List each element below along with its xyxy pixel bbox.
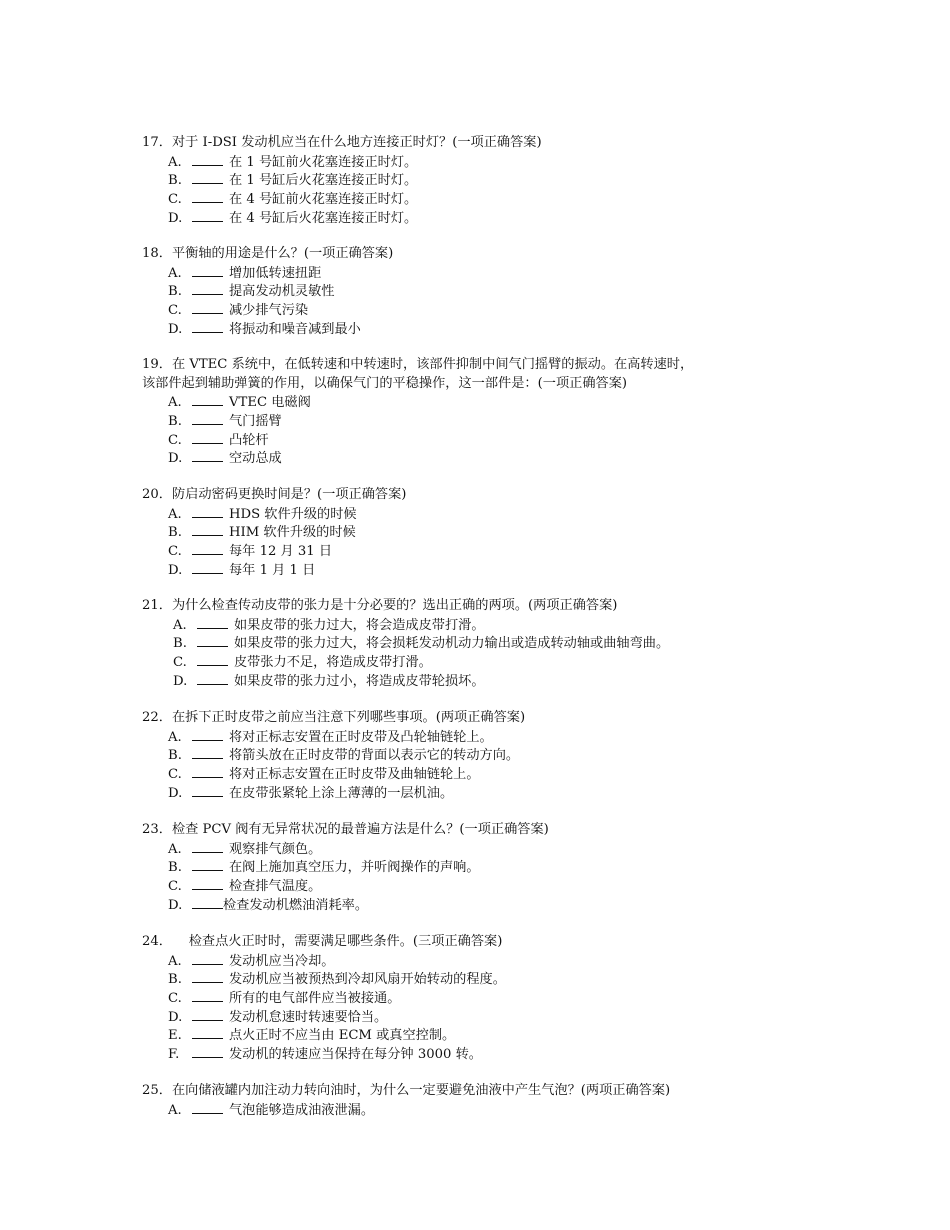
option-letter: C.	[168, 192, 182, 208]
option-letter: A.	[168, 729, 182, 745]
question-stem: 17．对于 I-DSI 发动机应当在什么地方连接正时灯？(一项正确答案)	[142, 135, 542, 150]
option-text: 将对正标志安置在正时皮带及凸轮轴链轮上。	[229, 729, 493, 745]
option-letter: A.	[168, 953, 182, 969]
answer-blank[interactable]	[192, 952, 223, 965]
option-text: 在 4 号缸后火花塞连接正时灯。	[229, 210, 418, 226]
option-b	[168, 746, 822, 765]
option-letter: D.	[168, 785, 183, 801]
question-23	[142, 821, 822, 914]
option-a	[168, 1101, 822, 1120]
option-a	[168, 153, 822, 172]
option-text: 在 1 号缸后火花塞连接正时灯。	[229, 173, 418, 189]
answer-blank[interactable]	[192, 840, 223, 853]
option-text: 将对正标志安置在正时皮带及曲轴链轮上。	[229, 767, 480, 783]
option-text: 点火正时不应当由 ECM 或真空控制。	[229, 1028, 456, 1044]
option-text: 在 1 号缸前火花塞连接正时灯。	[229, 154, 418, 170]
answer-blank[interactable]	[192, 1026, 223, 1039]
option-a	[168, 505, 822, 524]
option-letter: F.	[168, 1047, 180, 1063]
option-f	[168, 1045, 822, 1064]
option-letter: D.	[168, 321, 183, 337]
option-d	[168, 896, 822, 915]
answer-blank[interactable]	[192, 1045, 223, 1058]
answer-blank[interactable]	[192, 561, 223, 574]
option-text: 观察排气颜色。	[229, 841, 322, 857]
question-stem: 24． 检查点火正时时，需要满足哪些条件。(三项正确答案)	[142, 934, 503, 949]
option-d	[173, 672, 822, 691]
option-text: 所有的电气部件应当被接通。	[229, 991, 401, 1007]
option-a	[168, 264, 822, 283]
answer-blank[interactable]	[192, 171, 223, 184]
option-c	[168, 431, 822, 450]
option-letter: D.	[168, 210, 183, 226]
answer-blank[interactable]	[197, 672, 228, 685]
question-stem: 22．在拆下正时皮带之前应当注意下列哪些事项。(两项正确答案)	[142, 710, 526, 725]
option-letter: D.	[168, 897, 183, 913]
option-letter: C.	[173, 655, 187, 671]
option-letter: A.	[168, 395, 182, 411]
option-c	[168, 542, 822, 561]
option-text: 检查排气温度。	[229, 879, 322, 895]
answer-blank[interactable]	[192, 1008, 223, 1021]
option-b	[168, 523, 822, 542]
option-text: 在 4 号缸前火花塞连接正时灯。	[229, 192, 418, 208]
option-letter: A.	[168, 841, 182, 857]
option-letter: B.	[168, 525, 182, 541]
answer-blank[interactable]	[192, 393, 223, 406]
answer-blank[interactable]	[192, 877, 223, 890]
question-20	[142, 486, 822, 579]
option-text: 气泡能够造成油液泄漏。	[229, 1102, 375, 1118]
question-stem: 23．检查 PCV 阀有无异常状况的最普遍方法是什么？(一项正确答案)	[142, 822, 549, 837]
option-letter: C.	[168, 544, 182, 560]
option-letter: A.	[168, 506, 182, 522]
answer-blank[interactable]	[192, 728, 223, 741]
option-text: 皮带张力不足，将造成皮带打滑。	[234, 655, 432, 671]
option-letter: A.	[168, 1102, 182, 1118]
option-letter: B.	[168, 860, 182, 876]
option-d	[168, 209, 822, 228]
option-letter: C.	[168, 767, 182, 783]
option-letter: C.	[168, 879, 182, 895]
option-letter: D.	[168, 451, 183, 467]
option-letter: B.	[168, 173, 182, 189]
answer-blank[interactable]	[197, 616, 228, 629]
option-letter: C.	[168, 303, 182, 319]
option-text: HDS 软件升级的时候	[229, 506, 357, 522]
option-text: 空动总成	[229, 451, 282, 467]
option-letter: D.	[168, 1009, 183, 1025]
option-d	[168, 1008, 822, 1027]
question-stem: 18．平衡轴的用途是什么？(一项正确答案)	[142, 246, 394, 261]
question-18	[142, 245, 822, 338]
option-letter: B.	[168, 284, 182, 300]
option-text: 凸轮杆	[229, 432, 269, 448]
option-text: VTEC 电磁阀	[229, 395, 311, 411]
answer-blank[interactable]	[192, 282, 223, 295]
question-22	[142, 709, 822, 802]
option-text: 发动机应当冷却。	[229, 953, 335, 969]
answer-blank[interactable]	[192, 1101, 223, 1114]
question-21	[142, 597, 822, 690]
option-text: 发动机的转速应当保持在每分钟 3000 转。	[229, 1047, 482, 1063]
option-text: 每年 1 月 1 日	[229, 562, 316, 578]
question-25	[142, 1082, 822, 1119]
option-b	[168, 282, 822, 301]
option-text: 在皮带张紧轮上涂上薄薄的一层机油。	[229, 785, 454, 801]
option-a	[168, 393, 822, 412]
answer-blank[interactable]	[192, 209, 223, 222]
option-letter: B.	[168, 748, 182, 764]
answer-blank[interactable]	[192, 320, 223, 333]
answer-blank[interactable]	[192, 523, 223, 536]
option-letter: D.	[173, 673, 188, 689]
answer-blank[interactable]	[192, 765, 223, 778]
answer-blank[interactable]	[192, 746, 223, 759]
question-stem: 20．防启动密码更换时间是？(一项正确答案)	[142, 487, 407, 502]
option-text: 将箭头放在正时皮带的背面以表示它的转动方向。	[229, 748, 520, 764]
answer-blank[interactable]	[197, 634, 228, 647]
option-letter: D.	[168, 562, 183, 578]
option-d	[168, 561, 822, 580]
option-text: 提高发动机灵敏性	[229, 284, 335, 300]
option-d	[168, 784, 822, 803]
answer-blank[interactable]	[192, 989, 223, 1002]
option-c	[168, 877, 822, 896]
answer-blank[interactable]	[192, 153, 223, 166]
question-stem: 19．在 VTEC 系统中，在低转速和中转速时，该部件抑制中间气门摇臂的振动。在高转速时， 该部件起到辅助弹簧的作用，以确保气门的平稳操作，这一部件是：(一项正确答案)	[142, 357, 694, 391]
option-c	[168, 765, 822, 784]
option-d	[168, 320, 822, 339]
question-24	[142, 933, 822, 1064]
option-text: 气门摇臂	[229, 414, 282, 430]
answer-blank[interactable]	[192, 784, 223, 797]
option-letter: B.	[173, 636, 187, 652]
answer-blank[interactable]	[192, 264, 223, 277]
answer-blank[interactable]	[192, 896, 223, 909]
answer-blank[interactable]	[192, 505, 223, 518]
answer-blank[interactable]	[192, 449, 223, 462]
question-17	[142, 134, 822, 227]
question-stem: 21．为什么检查传动皮带的张力是十分必要的？选出正确的两项。(两项正确答案)	[142, 598, 618, 613]
answer-blank[interactable]	[197, 653, 228, 666]
option-a	[168, 728, 822, 747]
option-text: 如果皮带的张力过大，将会造成皮带打滑。	[234, 617, 485, 633]
option-b	[168, 970, 822, 989]
option-letter: A.	[168, 265, 182, 281]
option-text: 将振动和噪音减到最小	[229, 321, 361, 337]
question-19	[142, 356, 822, 468]
option-text: 发动机怠速时转速要恰当。	[229, 1009, 388, 1025]
option-c	[168, 190, 822, 209]
option-text: 增加低转速扭距	[229, 265, 322, 281]
option-letter: B.	[168, 972, 182, 988]
question-stem: 25．在向储液罐内加注动力转向油时，为什么一定要避免油液中产生气泡？(两项正确答案)	[142, 1083, 671, 1098]
option-b	[168, 858, 822, 877]
option-c	[173, 653, 822, 672]
option-letter: B.	[168, 414, 182, 430]
answer-blank[interactable]	[192, 970, 223, 983]
option-e	[168, 1026, 822, 1045]
option-b	[173, 634, 822, 653]
answer-blank[interactable]	[192, 301, 223, 314]
option-b	[168, 171, 822, 190]
option-text: 发动机应当被预热到冷却风扇开始转动的程度。	[229, 972, 506, 988]
option-a	[168, 840, 822, 859]
answer-blank[interactable]	[192, 858, 223, 871]
answer-blank[interactable]	[192, 190, 223, 203]
option-letter: A.	[168, 154, 182, 170]
option-c	[168, 301, 822, 320]
option-d	[168, 449, 822, 468]
answer-blank[interactable]	[192, 431, 223, 444]
option-text: 每年 12 月 31 日	[229, 544, 333, 560]
option-letter: A.	[173, 617, 187, 633]
answer-blank[interactable]	[192, 542, 223, 555]
option-c	[168, 989, 822, 1008]
option-text: 如果皮带的张力过小，将造成皮带轮损坏。	[234, 673, 485, 689]
option-text: 检查发动机燃油消耗率。	[223, 897, 369, 913]
option-text: 减少排气污染	[229, 303, 309, 319]
option-b	[168, 412, 822, 431]
option-letter: E.	[168, 1028, 182, 1044]
option-letter: C.	[168, 432, 182, 448]
option-text: 在阀上施加真空压力，并听阀操作的声响。	[229, 860, 480, 876]
option-a	[173, 616, 822, 635]
option-letter: C.	[168, 991, 182, 1007]
answer-blank[interactable]	[192, 412, 223, 425]
option-a	[168, 952, 822, 971]
option-text: HIM 软件升级的时候	[229, 525, 356, 541]
option-text: 如果皮带的张力过大，将会损耗发动机动力输出或造成转动轴或曲轴弯曲。	[234, 636, 670, 652]
